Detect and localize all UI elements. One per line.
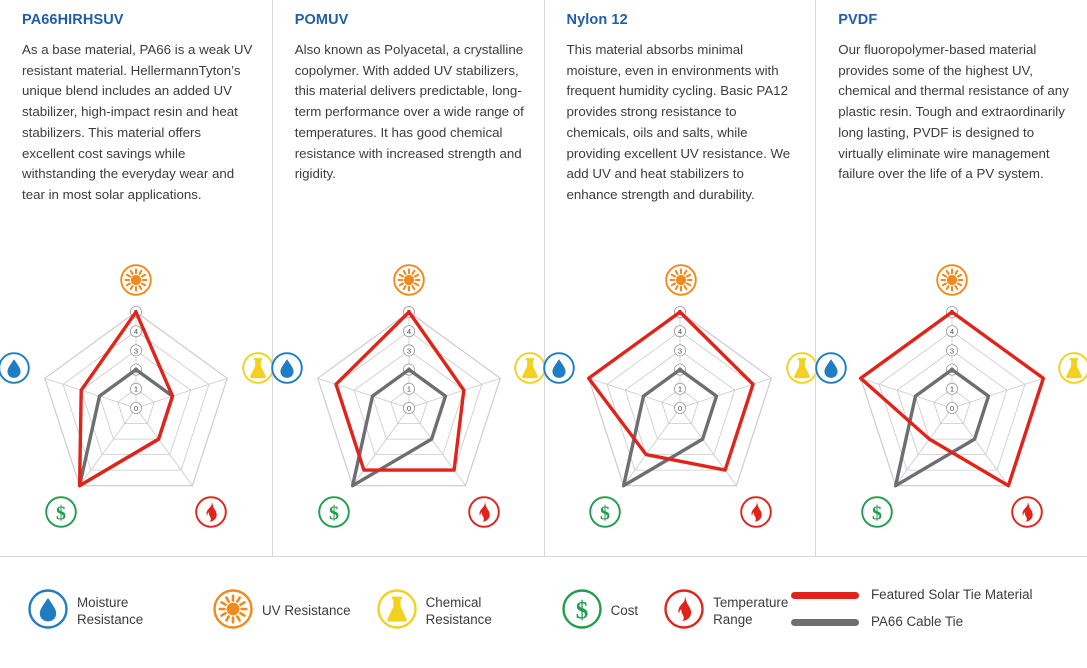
radar-chart-nylon12	[545, 278, 817, 546]
svg-text:1: 1	[678, 384, 683, 394]
uv-sun-icon	[120, 264, 152, 296]
chemical-flask-icon	[786, 352, 818, 384]
uv-sun-icon	[936, 264, 968, 296]
legend-item-moisture-resistance	[28, 589, 187, 634]
svg-text:2: 2	[406, 365, 411, 375]
svg-text:$: $	[328, 502, 339, 525]
material-column-nylon12	[544, 0, 816, 556]
svg-text:1: 1	[406, 384, 411, 394]
column-description: As a base material, PA66 is a weak UV resistant material. HellermannTyton’s unique blend includes an added UV stabilizer, high-impact resin and heat stabilizers. This material offers excellent cost savings while withstanding the everyday wear and tear in most solar applications.	[22, 42, 253, 203]
radar-chart-pomuv	[273, 278, 545, 546]
series-swatch-pa66	[791, 619, 859, 626]
column-title: POMUV	[294, 12, 349, 28]
legend-item-uv-resistance	[213, 589, 351, 634]
legend-item-label: Moisture Resistance	[77, 594, 144, 627]
column-description: Our fluoropolymer-based material provides some of the highest UV, chemical and thermal resistance of any plastic resin. Tough and extraordinarily long lasting, PVDF is designed to virtually eliminate wire management failure over the life of a PV system.	[838, 42, 1069, 182]
chemical-flask-icon	[377, 589, 417, 634]
column-title: PA66HIRHSUV	[22, 12, 124, 28]
legend-item-cost	[562, 589, 639, 634]
svg-text:3: 3	[133, 346, 138, 356]
svg-text:5: 5	[678, 307, 683, 317]
svg-text:2: 2	[678, 365, 683, 375]
chemical-flask-icon	[242, 352, 274, 384]
cost-dollar-icon	[318, 496, 350, 528]
svg-text:2: 2	[133, 365, 138, 375]
svg-text:1: 1	[133, 384, 138, 394]
legend-icon-list	[28, 589, 837, 634]
legend-series-list	[791, 587, 1061, 641]
cost-dollar-icon	[861, 496, 893, 528]
svg-text:4: 4	[678, 327, 683, 337]
svg-text:5: 5	[950, 307, 955, 317]
uv-sun-icon	[393, 264, 425, 296]
column-description: This material absorbs minimal moisture, even in environments with frequent humidity cycling. Basic PA12 provides strong resistance to chemicals, oils and salts, while providing excellent UV resistance. We add UV and heat stabilizers to enhance strength and durability.	[566, 42, 791, 203]
legend-item-label: Temperature Range	[713, 594, 789, 627]
legend-item-label: Chemical Resistance	[425, 594, 492, 627]
cost-dollar-icon	[589, 496, 621, 528]
temperature-flame-icon	[740, 496, 772, 528]
svg-text:$: $	[55, 502, 66, 525]
moisture-drop-icon	[271, 352, 303, 384]
column-title: PVDF	[838, 12, 878, 28]
series-swatch-featured	[791, 592, 859, 599]
svg-text:3: 3	[678, 346, 683, 356]
cost-dollar-icon	[562, 589, 602, 634]
svg-text:$: $	[575, 597, 588, 625]
chemical-flask-icon	[514, 352, 546, 384]
chart-legend	[0, 556, 1087, 668]
column-description: Also known as Polyacetal, a crystalline copolymer. With added UV stabilizers, this material delivers predictable, long-term performance over a wide range of temperatures. It has good chemical resistance with increased strength and rigidity.	[294, 42, 524, 182]
material-column-pvdf	[815, 0, 1087, 556]
legend-series-pa66	[791, 614, 1061, 631]
svg-text:2: 2	[950, 365, 955, 375]
svg-text:4: 4	[950, 327, 955, 337]
uv-sun-icon	[665, 264, 697, 296]
svg-text:$: $	[872, 502, 882, 525]
moisture-drop-icon	[0, 352, 30, 384]
series-label: Featured Solar Tie Material	[871, 587, 1033, 602]
svg-text:0: 0	[133, 403, 138, 413]
svg-text:4: 4	[133, 327, 138, 337]
moisture-drop-icon	[815, 352, 847, 384]
svg-text:4: 4	[406, 327, 411, 337]
legend-item-label: Cost	[610, 603, 639, 619]
temperature-flame-icon	[1011, 496, 1043, 528]
radar-chart-pa66hirhsuv	[0, 278, 272, 546]
svg-text:0: 0	[406, 403, 411, 413]
legend-item-label: UV Resistance	[262, 603, 351, 619]
cost-dollar-icon	[45, 496, 77, 528]
radar-chart-pvdf	[816, 278, 1087, 546]
svg-text:5: 5	[406, 307, 411, 317]
uv-sun-icon	[213, 589, 253, 634]
column-title: Nylon 12	[566, 12, 628, 28]
svg-text:0: 0	[950, 403, 955, 413]
legend-series-featured	[791, 587, 1061, 604]
svg-text:3: 3	[950, 346, 955, 356]
svg-text:5: 5	[133, 307, 138, 317]
moisture-drop-icon	[28, 589, 68, 634]
chemical-flask-icon	[1058, 352, 1087, 384]
temperature-flame-icon	[195, 496, 227, 528]
temperature-flame-icon	[468, 496, 500, 528]
svg-text:1: 1	[950, 384, 955, 394]
temperature-flame-icon	[664, 589, 704, 634]
svg-text:0: 0	[678, 403, 683, 413]
series-label: PA66 Cable Tie	[871, 613, 964, 629]
svg-text:$: $	[600, 502, 611, 525]
moisture-drop-icon	[543, 352, 575, 384]
svg-text:3: 3	[406, 346, 411, 356]
material-column-pa66hirhsuv	[0, 0, 272, 556]
legend-item-chemical-resistance	[377, 589, 536, 634]
material-column-pomuv	[272, 0, 544, 556]
